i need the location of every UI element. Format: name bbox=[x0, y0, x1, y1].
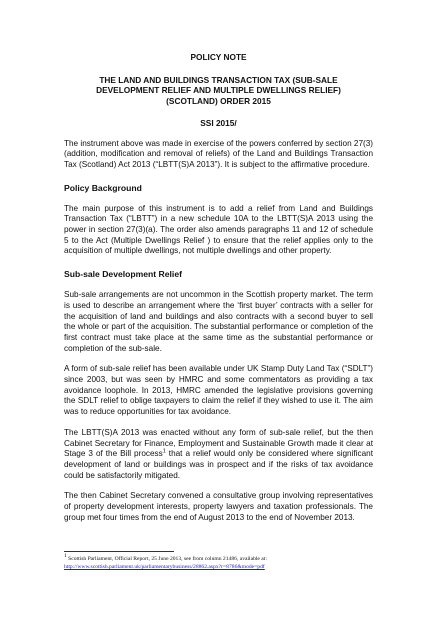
order-title bbox=[64, 75, 373, 107]
order-title-line: (SCOTLAND) ORDER 2015 bbox=[166, 95, 271, 106]
footnote-separator bbox=[64, 551, 174, 552]
paragraph-text: that a relief would only be considered where significant development of land or buildings was in prospect and if the risks of tax avoidance could be satisfactorily mitigated. bbox=[64, 449, 373, 480]
order-title-line: THE LAND AND BUILDINGS TRANSACTION TAX (SUB-SALE bbox=[99, 74, 338, 85]
sub-sale-paragraph-4: The then Cabinet Secretary convened a consultative group involving representatives of property development interests, property lawyers and taxation professionals. The group met four times from the end of August 2013 to the end of November 2013. bbox=[64, 491, 373, 522]
sub-sale-paragraph-1: Sub-sale arrangements are not uncommon in the Scottish property market. The term is used to describe an arrangement where the ‘first buyer’ contracts with a seller for the acquisition of land and buildings and also contracts with a second buyer to sell the whole or part of the acquisition. The substantial performance or completion of the first contract must take place at the same time as the substantial performance or completion of the sub-sale. bbox=[64, 290, 373, 353]
paragraph-text: The LBTT(S)A 2013 was enacted without any form of sub-sale relief, but the then Cabinet Secretary for Finance, Employment and Sustainable Growth made it clear at Stage 3 of the Bill process bbox=[64, 427, 373, 459]
document-body bbox=[64, 52, 373, 523]
footnote-marker: 1 bbox=[64, 553, 67, 560]
footnote-link[interactable]: http://www.scottish.parliament.uk/parliamentarybusiness/28862.aspx?r=8786&mode=pdf bbox=[64, 563, 265, 570]
sub-sale-paragraph-2: A form of sub-sale relief has been available under UK Stamp Duty Land Tax (“SDLT”) since 2003, but was seen by HMRC and some commentators as providing a tax avoidance loophole. In 2013, HMRC amended the legislative provisions governing the SDLT relief to oblige taxpayers to claim the relief if they wished to use it. The aim was to reduce opportunities for tax avoidance. bbox=[64, 364, 373, 417]
sub-sale-heading: Sub-sale Development Relief bbox=[64, 269, 182, 280]
policy-background-paragraph: The main purpose of this instrument is to add a relief from Land and Buildings Transaction Tax (“LBTT”) in a new schedule 10A to the LBTT(S)A 2013 using the power in section 27(3)(a). The order also amends paragraphs 11 and 12 of schedule 5 to the Act (Multiple Dwellings Relief ) to ensure that the relief applies only to the acquisition of multiple dwellings, not multiple dwellings and other property. bbox=[64, 203, 373, 256]
ssi-number: SSI 2015/ bbox=[200, 118, 237, 128]
footnote-text: Scottish Parliament, Official Report, 25 June 2013, see from column 21486, available at: bbox=[66, 556, 267, 562]
footnote bbox=[64, 553, 380, 572]
intro-paragraph: The instrument above was made in exercise of the powers conferred by section 27(3) (addition, modification and removal of reliefs) of the Land and Buildings Transaction Tax (Scotland) Act 2013 (“LBTT(S)A 2013”). It is subject to the affirmative procedure. bbox=[64, 138, 374, 169]
policy-note-heading: POLICY NOTE bbox=[190, 52, 247, 62]
sub-sale-paragraph-3 bbox=[64, 428, 373, 482]
policy-background-heading: Policy Background bbox=[64, 182, 142, 193]
footnote-reference[interactable]: 1 bbox=[162, 448, 166, 455]
footnote-citation bbox=[64, 553, 380, 564]
order-title-line: DEVELOPMENT RELIEF AND MULTIPLE DWELLINGS RELIEF) bbox=[96, 85, 341, 95]
